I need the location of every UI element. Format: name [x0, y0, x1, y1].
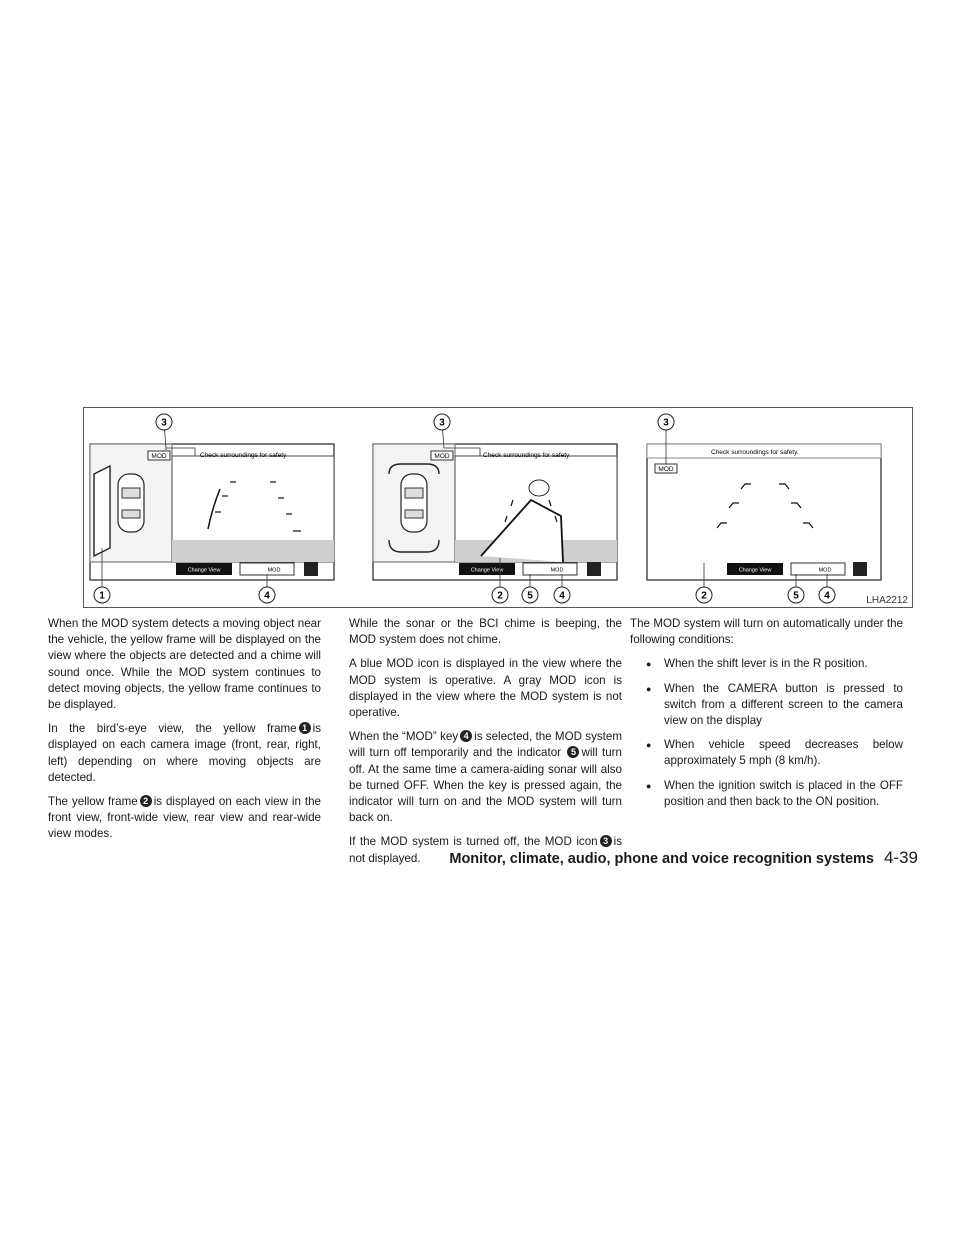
change-view-label: Change View — [187, 567, 221, 574]
mod-button-label: MOD — [550, 567, 564, 574]
column-2 — [349, 616, 622, 875]
column-1 — [48, 616, 321, 851]
callout-3: 3 — [439, 417, 445, 429]
mod-button-label: MOD — [818, 567, 832, 574]
paragraph: While the sonar or the BCI chime is beeping, the MOD system does not chime. — [349, 617, 622, 647]
callout-5: 5 — [527, 590, 533, 602]
page-footer — [449, 848, 918, 868]
mod-label: MOD — [434, 453, 450, 460]
list-item: ● When the shift lever is in the R position. — [630, 656, 903, 672]
paragraph: The yellow frame 2 is displayed on each view in the front view, front-wide view, rear view and rear-wide view modes. — [48, 795, 321, 841]
callout-5: 5 — [793, 590, 799, 602]
paragraph: When the “MOD” key 4 is selected, the MOD system will turn off temporarily and the indicator 5 will turn off. At the same time a camera-aiding sonar will also be turned OFF. When the key is pressed again, the indicator will turn on and the MOD system will turn back on. — [349, 730, 622, 825]
mod-label: MOD — [151, 453, 167, 460]
callout-4: 4 — [824, 590, 830, 602]
screen-front-view — [373, 444, 617, 580]
mod-illustration-figure — [83, 407, 913, 608]
figure-code: LHA2212 — [866, 595, 908, 606]
screen-birdseye — [90, 444, 334, 580]
screen-rear-wide-view — [647, 444, 881, 580]
message-text: Check surroundings for safety — [200, 452, 287, 459]
paragraph: A blue MOD icon is displayed in the view where the MOD system is operative. A gray MOD icon is displayed in the view where the MOD system is not operative. — [349, 657, 622, 720]
paragraph: The MOD system will turn on automatically under the following conditions: — [630, 617, 903, 647]
callout-4: 4 — [559, 590, 565, 602]
mod-screens-diagram — [84, 408, 914, 609]
mod-button-label: MOD — [267, 567, 281, 574]
callout-4: 4 — [264, 590, 270, 602]
change-view-label: Change View — [470, 567, 504, 574]
message-text: Check surroundings for safety. — [711, 449, 799, 456]
list-item: ● When the ignition switch is placed in the OFF position and then back to the ON position. — [630, 778, 903, 810]
message-text: Check surroundings for safety — [483, 452, 570, 459]
change-view-label: Change View — [738, 567, 772, 574]
callout-ref: 1 — [299, 722, 311, 734]
column-3 — [630, 616, 903, 818]
callout-ref: 3 — [600, 835, 612, 847]
callout-2: 2 — [497, 590, 503, 602]
callout-3: 3 — [663, 417, 669, 429]
page-number: 4-39 — [883, 848, 918, 867]
mod-label: MOD — [658, 466, 674, 473]
callout-ref: 2 — [140, 795, 152, 807]
callout-1: 1 — [99, 590, 105, 602]
list-item: ● When the CAMERA button is pressed to switch from a different screen to the camera view on the display — [630, 681, 903, 730]
callout-ref: 4 — [460, 730, 472, 742]
callout-ref: 5 — [567, 746, 579, 758]
list-item: ● When vehicle speed decreases below approximately 5 mph (8 km/h). — [630, 737, 903, 769]
callout-2: 2 — [701, 590, 707, 602]
paragraph: When the MOD system detects a moving object near the vehicle, the yellow frame will be displayed on the view where the objects are detected and a chime will sound once. While the MOD system continues to detect moving objects, the yellow frame continues to be displayed. — [48, 617, 321, 712]
conditions-list — [630, 656, 903, 810]
paragraph: In the bird’s-eye view, the yellow frame 1 is displayed on each camera image (front, rear, right, left) depending on where moving objects are detected. — [48, 722, 321, 784]
callout-3: 3 — [161, 417, 167, 429]
section-title: Monitor, climate, audio, phone and voice recognition systems — [449, 851, 874, 867]
paragraph: If the MOD system is turned off, the MOD icon 3 is not displayed. — [349, 835, 622, 865]
